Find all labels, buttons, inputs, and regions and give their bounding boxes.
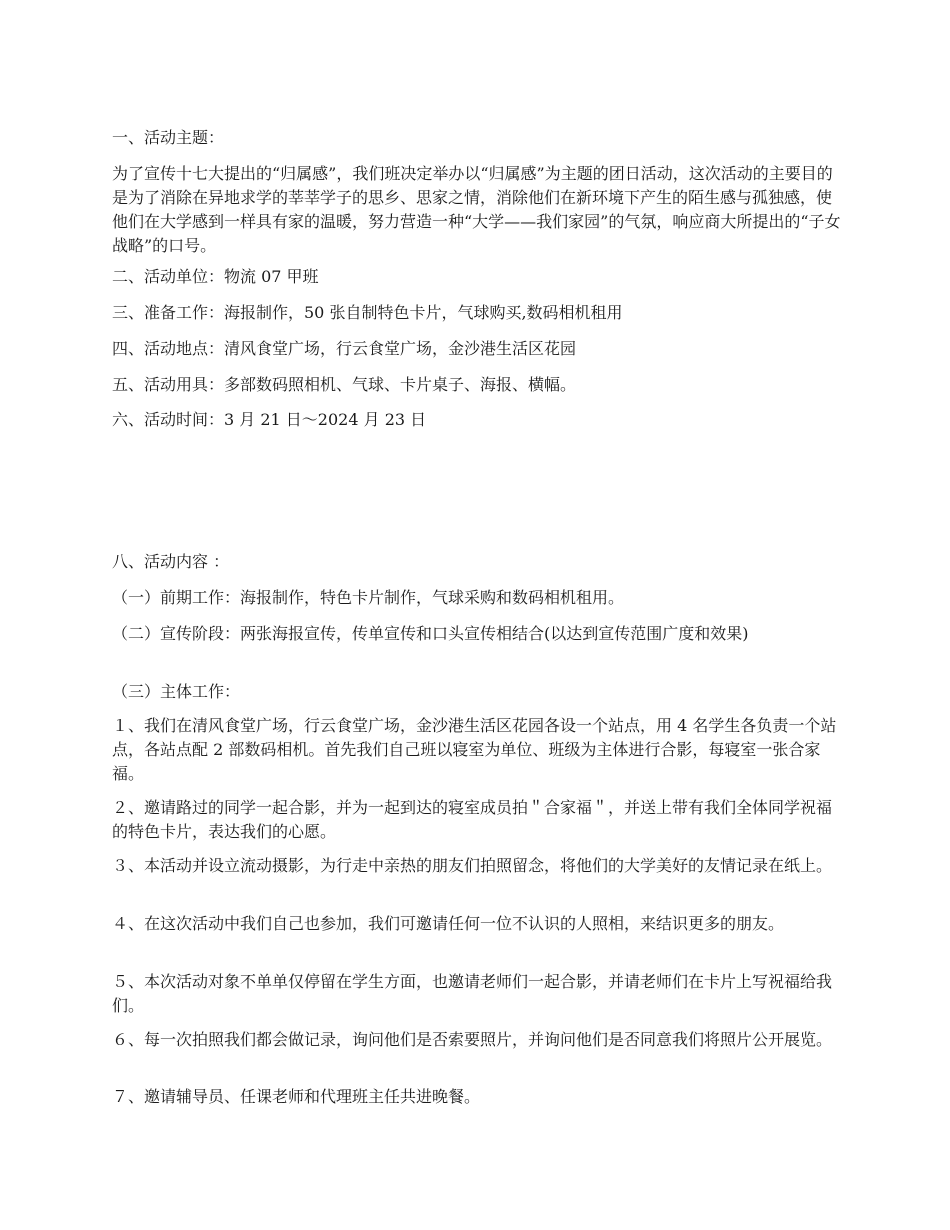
section-time: 六、活动时间：3 月 21 日～2024 月 23 日 (112, 410, 427, 429)
content-item-3: ３、本活动并设立流动摄影，为行走中亲热的朋友们拍照留念，将他们的大学美好的友情记录在纸上。 (112, 856, 833, 875)
section-preparation: 三、准备工作：海报制作，50 张自制特色卡片，气球购买,数码相机租用 (112, 303, 623, 322)
content-item-6: ６、每一次拍照我们都会做记录，询问他们是否索要照片，并询问他们是否同意我们将照片公开展览。 (112, 1030, 833, 1049)
content-item-7: ７、邀请辅导员、任课老师和代理班主任共进晚餐。 (112, 1087, 481, 1106)
section-location: 四、活动地点：清风食堂广场，行云食堂广场，金沙港生活区花园 (112, 339, 577, 358)
content-main-heading: （三）主体工作： (112, 682, 241, 701)
content-item-1: １、我们在清风食堂广场，行云食堂广场，金沙港生活区花园各设一个站点，用 4 名学生各负责一个站点，各站点配 2 部数码相机。首先我们自己班以寝室为单位、班级为主体进行合影，每寝室一张合家福。 (112, 716, 837, 783)
content-item-2: ２、邀请路过的同学一起合影，并为一起到达的寝室成员拍＂合家福＂，并送上带有我们全体同学祝福的特色卡片，表达我们的心愿。 (112, 798, 833, 841)
section-theme-heading: 一、活动主题： (112, 128, 225, 147)
section-content-heading: 八、活动内容 ： (112, 552, 230, 571)
section-unit: 二、活动单位：物流 07 甲班 (112, 267, 319, 286)
content-item-4: ４、在这次活动中我们自己也参加，我们可邀请任何一位不认识的人照相，来结识更多的朋友。 (112, 914, 785, 933)
content-publicity: （二）宣传阶段：两张海报宣传，传单宣传和口头宣传相结合(以达到宣传范围广度和效果) (112, 624, 749, 643)
content-preliminary: （一）前期工作：海报制作，特色卡片制作，气球采购和数码相机租用。 (112, 588, 625, 607)
section-theme-body: 为了宣传十七大提出的“归属感”，我们班决定举办以“归属感”为主题的团日活动，这次活动的主要目的是为了消除在异地求学的莘莘学子的思乡、思家之情，消除他们在新环境下产生的陌生感与孤独感，使他们在大学感到一样具有家的温暖，努力营造一种“大学——我们家园”的气氛，响应商大所提出的“子女战略”的口号。 (112, 164, 841, 255)
content-item-5: ５、本次活动对象不单单仅停留在学生方面，也邀请老师们一起合影，并请老师们在卡片上写祝福给我们。 (112, 972, 833, 1015)
section-equipment: 五、活动用具：多部数码照相机、气球、卡片桌子、海报、横幅。 (112, 375, 577, 394)
